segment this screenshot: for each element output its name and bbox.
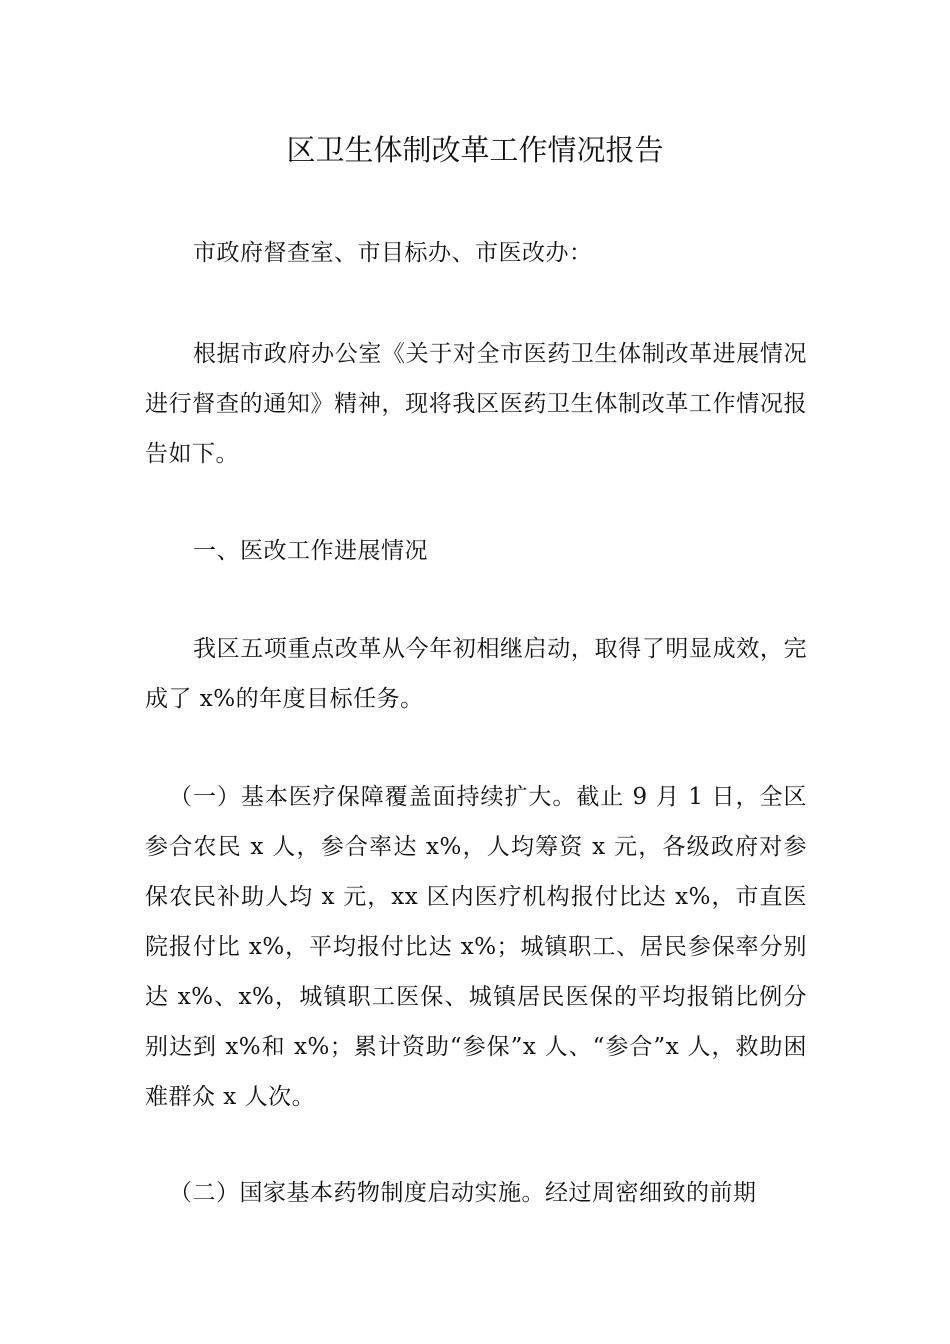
intro-paragraph: 根据市政府办公室《关于对全市医药卫生体制改革进展情况进行督查的通知》精神，现将我区医药卫生体制改革工作情况报告如下。 <box>145 341 807 467</box>
reform-summary-paragraph: 我区五项重点改革从今年初相继启动，取得了明显成效，完成了 x%的年度目标任务。 <box>145 636 807 712</box>
document-title: 区卫生体制改革工作情况报告 <box>286 133 664 167</box>
section-two-paragraph: （二）国家基本药物制度启动实施。经过周密细致的前期 <box>169 1180 757 1206</box>
section-one-paragraph: （一）基本医疗保障覆盖面持续扩大。截止 9 月 1 日，全区参合农民 x 人，参合率达 x%，人均筹资 x 元，各级政府对参保农民补助人均 x 元，xx 区内医疗机构报付比达 x%，市直医院报付比 x%，平均报付比达 x%；城镇职工、居民参保率分别达 x%、x%，城镇职工医保、城镇居民医保的平均报销比例分别达到 x%和 x%；累计资助“参保”x 人、“参合”x 人，救助困难群众 x 人次。 <box>145 784 807 1110</box>
salutation: 市政府督查室、市目标办、市医改办： <box>193 240 593 266</box>
section-heading-one: 一、医改工作进展情况 <box>193 538 428 564</box>
